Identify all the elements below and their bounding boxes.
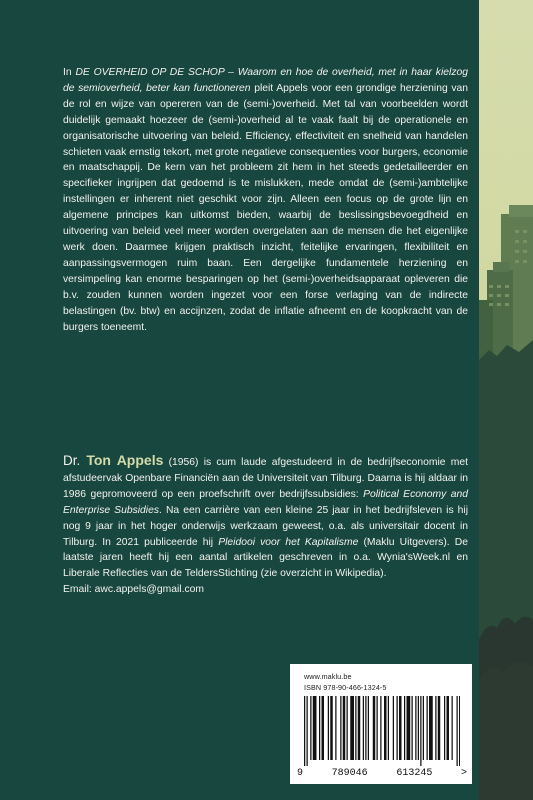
barcode-bar — [363, 696, 364, 760]
barcode-bar — [330, 696, 333, 760]
barcode-bar — [380, 696, 381, 760]
barcode-bar — [404, 696, 405, 760]
barcode-bar — [447, 696, 450, 760]
barcode-bar — [452, 696, 453, 760]
barcode-bar — [457, 696, 458, 766]
isbn-label: ISBN 978-90-466-1324-5 — [304, 683, 387, 692]
bio-part-2: . Na een carrière van een kleine 25 jaar in het bedrijfsleven is hij nog 9 jaar in het hoger onderwijs werkzaam geweest, o.a. als universitair docent in Tilburg. In 2021 publiceerde hij — [63, 504, 469, 548]
author-name: Ton Appels — [86, 452, 164, 468]
barcode-bar — [328, 696, 329, 760]
thesis-title: Political Economy and Enterprise Subsidies — [63, 488, 468, 516]
barcode-bar — [444, 696, 445, 760]
previous-book-title: Pleidooi voor het Kapitalisme — [218, 536, 359, 548]
author-email: Email: awc.appels@gmail.com — [63, 584, 204, 596]
barcode-bar — [435, 696, 436, 760]
barcode-bar — [384, 696, 387, 760]
barcode-bar — [397, 696, 398, 760]
publisher-url: www.maklu.be — [304, 672, 352, 681]
barcode-bar — [412, 696, 413, 760]
barcode-bar — [310, 696, 311, 760]
barcode-bar — [307, 696, 308, 766]
barcode-bar — [335, 696, 336, 760]
barcode-bar — [407, 696, 411, 760]
barcode-bar — [355, 696, 356, 760]
barcode-digit-group-left: 789046 — [331, 768, 368, 779]
blurb-intro-prefix: In — [63, 67, 76, 78]
barcode-bar — [313, 696, 317, 760]
barcode-bar — [459, 696, 460, 766]
bio-part-3: (Maklu Uitgevers). De laatste jaren heeft hij een aantal artikelen geschreven in o.a. Wynia'sWeek.nl en Liberale Reflecties van de TeldersStichting (zie overzicht in Wikipedia). — [63, 536, 468, 580]
barcode-icon — [304, 696, 460, 766]
barcode-panel — [290, 664, 472, 784]
barcode-bar — [420, 696, 421, 766]
barcode-bar — [388, 696, 389, 760]
bio-part-1: (1956) is cum laude afgestudeerd in de bedrijfseconomie met afstudeervak Openbare Financiën aan de Universiteit van Tilburg. Daarna is hij aldaar in 1986 gepromoveerd op een proefschrift over bedrijfssubsidies: — [63, 457, 468, 500]
barcode-bar — [377, 696, 378, 760]
barcode-bar — [350, 696, 354, 760]
barcode-digit-marker: > — [460, 768, 467, 779]
barcode-bar — [373, 696, 376, 760]
barcode-bar — [347, 696, 348, 760]
barcode-bar — [322, 696, 325, 760]
barcode-digits — [297, 768, 467, 779]
blurb-body: pleit Appels voor een grondige herziening van de rol en wijze van opereren van de (semi-)overheid. Met tal van voorbeelden wordt duidelijk gemaakt hoezeer de (semi-)overheid al te vaak faalt bij de operationele en organisatorische uitvoering van beleid. Efficiency, effectiviteit en snelheid van handelen schieten vaak ernstig tekort, met grote negatieve consequenties voor burgers, economie en maatschappij. De kern van het probleem zit hem in het steeds gedetailleerder en specifieker ingrijpen dat gedoemd is te mislukken, mede omdat de (semi-)ambtelijke instellingen er inherent niet geschikt voor zijn. Alleen een focus op de grote lijn en algemene principes kan uitkomst bieden, waarbij de beslissingsbevoegdheid en uitvoering van beleid veel meer worden overgelaten aan de mensen die het eigenlijke werk doen. Daarmee krijgen praktisch inzicht, feitelijke ervaringen, flexibiliteit en aanpassingsvermogen ruim baan. Een dergelijke fundamentele herziening en versimpeling kan enorme besparingen op het (semi-)overheidsapparaat opleveren die b.v. zouden kunnen worden ingezet voor een forse verlaging van de indirecte belastingen (bv. btw) en accijnzen, zodat de inflatie afneemt en de koopkracht van de burgers toeneemt. — [63, 82, 469, 333]
author-title-prefix: Dr. — [63, 453, 87, 468]
author-bio — [63, 453, 468, 598]
barcode-bar — [415, 696, 416, 760]
barcode-bar — [304, 696, 305, 766]
barcode-bar — [358, 696, 361, 760]
barcode-bar — [399, 696, 402, 760]
barcode-bar — [340, 696, 341, 760]
barcode-bar — [427, 696, 428, 760]
barcode-bar — [429, 696, 433, 760]
city-skyline-illustration — [479, 0, 533, 800]
barcode-bar — [368, 696, 369, 760]
blurb-book-title: DE OVERHEID OP DE SCHOP – Waarom en hoe de overheid, met in haar kielzog de semioverheid, beter kan functioneren — [63, 67, 468, 94]
barcode-digit-group-right: 613245 — [396, 768, 433, 779]
back-cover-blurb — [63, 65, 468, 335]
barcode-bar — [365, 696, 366, 760]
barcode-digit-prefix: 9 — [297, 768, 304, 779]
barcode-bar — [438, 696, 441, 760]
barcode-bar — [423, 696, 424, 760]
barcode-bar — [343, 696, 346, 760]
barcode-bar — [319, 696, 320, 760]
barcode-bar — [418, 696, 419, 760]
barcode-bar — [393, 696, 394, 760]
